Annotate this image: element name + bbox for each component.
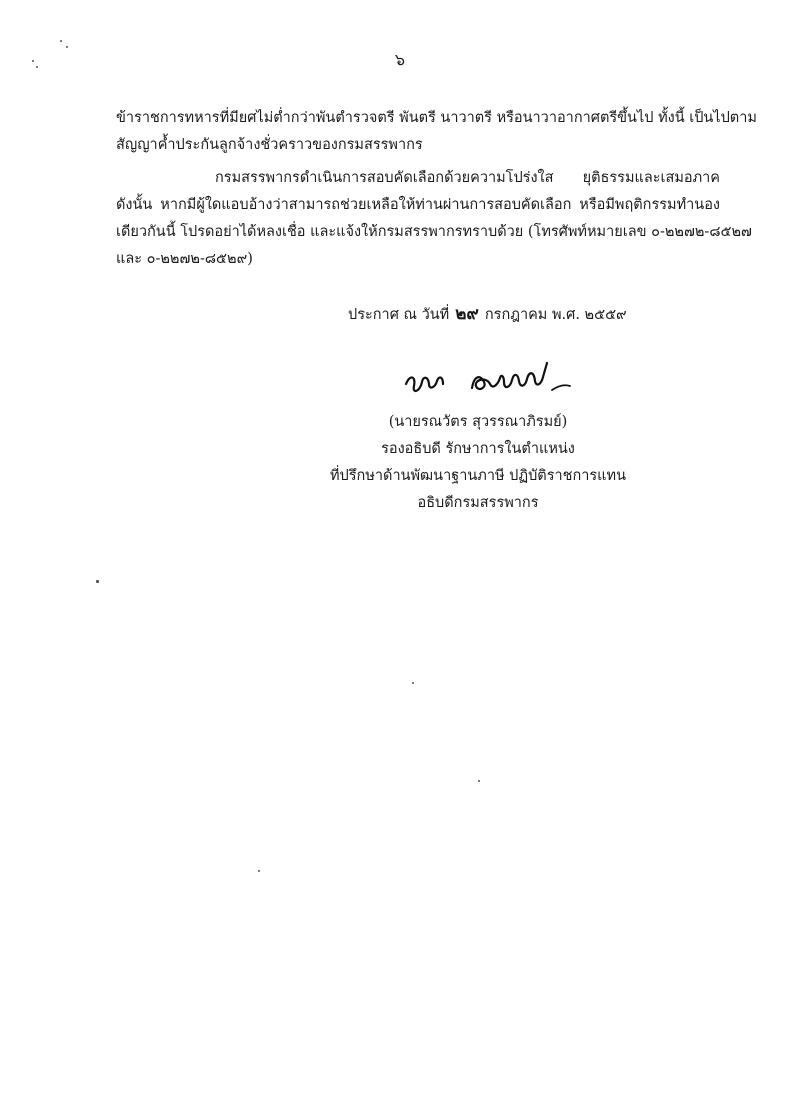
handwritten-signature <box>402 362 582 402</box>
announcement-day: ๒๙ <box>455 304 479 324</box>
paragraph2-line2: ดังนั้น หากมีผู้ใดแอบอ้างว่าสามารถช่วยเหลือให้ท่านผ่านการสอบคัดเลือก หรือมีพฤติกรรมทำนอง <box>116 197 720 213</box>
scan-speck <box>96 580 99 583</box>
paragraph2-line4: และ ๐-๒๒๗๒-๘๕๒๙) <box>116 251 253 267</box>
scan-speck <box>412 682 414 684</box>
scan-speck <box>258 870 260 872</box>
scan-speck <box>60 40 62 42</box>
signer-name: (นายรณวัตร สุวรรณาภิรมย์) <box>388 414 568 430</box>
paragraph1-line2: สัญญาค้ำประกันลูกจ้างชั่วคราวของกรมสรรพากร <box>116 137 423 153</box>
announcement-date <box>348 300 627 327</box>
signer-title-3: อธิบดีกรมสรรพากร <box>417 495 539 511</box>
scan-speck <box>36 66 38 68</box>
scan-speck <box>478 780 480 782</box>
announcement-month-year: กรกฎาคม พ.ศ. ๒๕๕๙ <box>484 307 627 323</box>
announcement-prefix: ประกาศ ณ วันที่ <box>348 307 450 323</box>
scan-speck <box>66 46 68 48</box>
page-number: ๖ <box>394 50 406 69</box>
signer-title-2: ที่ปรึกษาด้านพัฒนาฐานภาษี ปฏิบัติราชการแทน <box>330 468 626 484</box>
paragraph1-line1: ข้าราชการทหารที่มียศไม่ต่ำกว่าพันตำรวจตรี พันตรี นาวาตรี หรือนาวาอากาศตรีขึ้นไป ทั้งนี้ เป็นไปตาม <box>116 110 757 126</box>
paragraph2-line3: เดียวกันนี้ โปรดอย่าได้หลงเชื่อ และแจ้งให้กรมสรรพากรทราบด้วย (โทรศัพท์หมายเลข ๐-๒๒๗๒-๘๕๒๗ <box>116 224 752 240</box>
scan-speck <box>32 60 34 62</box>
paragraph2-line1: กรมสรรพากรดำเนินการสอบคัดเลือกด้วยความโปร่งใส ยุติธรรมและเสมอภาค <box>215 170 720 186</box>
signer-title-1: รองอธิบดี รักษาการในตำแหน่ง <box>381 441 575 457</box>
